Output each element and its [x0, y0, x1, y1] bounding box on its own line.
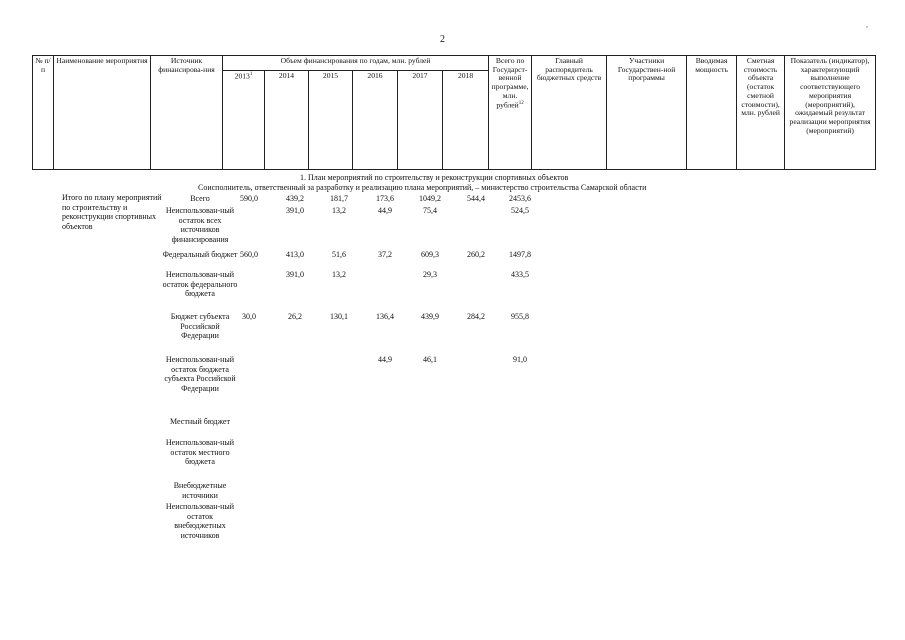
header-year-2018: 2018 — [443, 71, 489, 170]
header-year-2013: 2013$^1$ — [223, 71, 265, 170]
value-2015: 13,2 — [332, 270, 346, 279]
source-label: Неиспользован-ный остаток местного бюджета — [165, 438, 235, 467]
header-estimated-cost: Сметная стоимость объекта (остаток сметной стоимости), млн. рублей — [737, 56, 785, 170]
source-label: Неиспользован-ный остаток всех источников финансирования — [165, 206, 235, 244]
value-2014: 391,0 — [286, 270, 304, 279]
value-2015: 51,6 — [332, 250, 346, 259]
header-name: Наименование мероприятия — [54, 56, 151, 170]
header-volume: Объем финансирования по годам, млн. рублей — [223, 56, 489, 71]
value-2015: 130,1 — [330, 312, 348, 321]
value-2013: 560,0 — [240, 250, 258, 259]
value-2018: 260,2 — [467, 250, 485, 259]
value-total: 955,8 — [511, 312, 529, 321]
value-2016: 136,4 — [376, 312, 394, 321]
source-label: Бюджет субъекта Российской Федерации — [170, 312, 230, 341]
value-2016: 37,2 — [378, 250, 392, 259]
table-header — [32, 55, 876, 170]
header-total: Всего по Государст-венной программе, млн. рублей$^{12}$ — [489, 56, 532, 170]
value-2016: 173,6 — [376, 194, 394, 203]
value-2018: 284,2 — [467, 312, 485, 321]
value-2014: 391,0 — [286, 206, 304, 215]
header-capacity: Вводимая мощность — [687, 56, 737, 170]
page-number: 2 — [440, 34, 445, 45]
value-total: 91,0 — [513, 355, 527, 364]
value-2017: 439,9 — [421, 312, 439, 321]
value-total: 2453,6 — [509, 194, 531, 203]
source-label: Федеральный бюджет — [162, 250, 238, 259]
value-2017: 1049,2 — [419, 194, 441, 203]
header-indicator: Показатель (индикатор), характеризующий выполнение соответствующего мероприятия (мероприятий), ожидаемый результат реализации мероприятия (мероприятий) — [785, 56, 876, 170]
value-2015: 13,2 — [332, 206, 346, 215]
source-label: Неиспользован-ный остаток бюджета субъекта Российской Федерации — [164, 355, 236, 393]
source-label: Неиспользован-ный остаток внебюджетных источников — [165, 502, 235, 540]
value-total: 524,5 — [511, 206, 529, 215]
value-2017: 75,4 — [423, 206, 437, 215]
value-2013: 590,0 — [240, 194, 258, 203]
source-label: Местный бюджет — [170, 417, 230, 426]
value-2014: 439,2 — [286, 194, 304, 203]
value-2013: 30,0 — [242, 312, 256, 321]
value-2017: 46,1 — [423, 355, 437, 364]
header-year-2017: 2017 — [398, 71, 443, 170]
header-year-2015: 2015 — [309, 71, 353, 170]
value-2016: 44,9 — [378, 206, 392, 215]
corner-mark: , — [866, 20, 868, 29]
value-2014: 413,0 — [286, 250, 304, 259]
value-2015: 181,7 — [330, 194, 348, 203]
header-number: № п/п — [33, 56, 54, 170]
section-title: 1. План мероприятий по строительству и реконструкции спортивных объектов — [300, 173, 569, 182]
header-participants: Участники Государствен-ной программы — [607, 56, 687, 170]
value-total: 433,5 — [511, 270, 529, 279]
header-year-2016: 2016 — [353, 71, 398, 170]
value-2018: 544,4 — [467, 194, 485, 203]
executor-line: Соисполнитель, ответственный за разработку и реализацию плана мероприятий, – министерство строительства Самарской области — [198, 183, 647, 192]
source-label: Всего — [190, 194, 210, 203]
value-2016: 44,9 — [378, 355, 392, 364]
value-2014: 26,2 — [288, 312, 302, 321]
source-label: Внебюджетные источники — [173, 481, 227, 500]
source-label: Неиспользован-ный остаток федерального бюджета — [162, 270, 238, 299]
header-year-2014: 2014 — [265, 71, 309, 170]
value-2017: 609,3 — [421, 250, 439, 259]
value-total: 1497,8 — [509, 250, 531, 259]
header-source: Источник финансирова-ния — [151, 56, 223, 170]
summary-label: Итого по плану мероприятий по строительству и реконструкции спортивных объектов — [62, 193, 162, 231]
value-2017: 29,3 — [423, 270, 437, 279]
header-budget-manager: Главный распорядитель бюджетных средств — [532, 56, 607, 170]
